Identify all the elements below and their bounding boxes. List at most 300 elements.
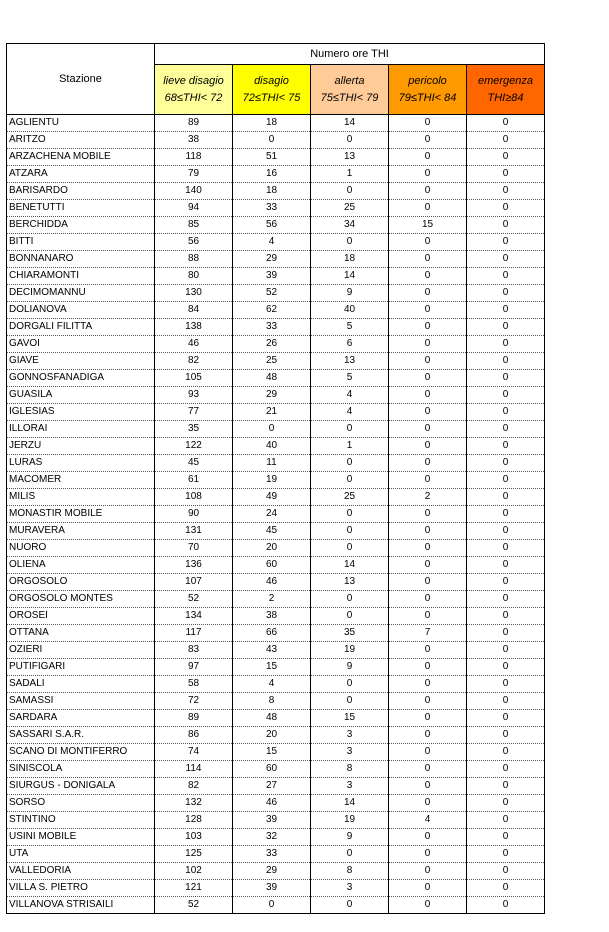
hours-cell: 0	[389, 285, 467, 302]
hours-cell: 58	[155, 676, 233, 693]
hours-cell: 86	[155, 727, 233, 744]
table-row	[7, 115, 545, 132]
hours-cell: 0	[389, 166, 467, 183]
table-row	[7, 506, 545, 523]
hours-cell: 97	[155, 659, 233, 676]
station-name-cell: VILLANOVA STRISAILI	[7, 897, 155, 914]
thi-hours-group-header: Numero ore THI	[155, 44, 545, 65]
hours-cell: 15	[311, 710, 389, 727]
table-row	[7, 336, 545, 353]
hours-cell: 0	[311, 897, 389, 914]
station-name-cell: STINTINO	[7, 812, 155, 829]
hours-cell: 39	[233, 812, 311, 829]
hours-cell: 38	[155, 132, 233, 149]
hours-cell: 0	[311, 183, 389, 200]
table-row	[7, 744, 545, 761]
hours-cell: 0	[389, 404, 467, 421]
hours-cell: 45	[233, 523, 311, 540]
hours-cell: 0	[389, 319, 467, 336]
hours-cell: 0	[389, 132, 467, 149]
hours-cell: 51	[233, 149, 311, 166]
table-row	[7, 693, 545, 710]
category-name: disagio	[254, 74, 289, 87]
table-row	[7, 217, 545, 234]
table-row	[7, 880, 545, 897]
hours-cell: 4	[311, 387, 389, 404]
hours-cell: 4	[233, 234, 311, 251]
hours-cell: 21	[233, 404, 311, 421]
category-range: 72≤THI< 75	[242, 91, 301, 104]
station-name-cell: ORGOSOLO	[7, 574, 155, 591]
table-row	[7, 676, 545, 693]
table-row	[7, 455, 545, 472]
hours-cell: 2	[389, 489, 467, 506]
table-row	[7, 727, 545, 744]
table-body	[7, 115, 545, 914]
hours-cell: 0	[467, 540, 545, 557]
hours-cell: 27	[233, 778, 311, 795]
category-header-pericolo	[389, 65, 467, 115]
table-row	[7, 353, 545, 370]
category-name: emergenza	[478, 74, 534, 87]
hours-cell: 2	[233, 591, 311, 608]
category-range: 79≤THI< 84	[398, 91, 457, 104]
hours-cell: 0	[467, 234, 545, 251]
hours-cell: 3	[311, 744, 389, 761]
hours-cell: 107	[155, 574, 233, 591]
hours-cell: 0	[389, 693, 467, 710]
hours-cell: 4	[233, 676, 311, 693]
hours-cell: 70	[155, 540, 233, 557]
hours-cell: 128	[155, 812, 233, 829]
hours-cell: 0	[389, 370, 467, 387]
hours-cell: 0	[467, 200, 545, 217]
hours-cell: 0	[311, 540, 389, 557]
hours-cell: 130	[155, 285, 233, 302]
category-range: 75≤THI< 79	[320, 91, 379, 104]
station-name-cell: DOLIANOVA	[7, 302, 155, 319]
hours-cell: 19	[311, 812, 389, 829]
hours-cell: 0	[389, 438, 467, 455]
hours-cell: 0	[467, 506, 545, 523]
station-name-cell: SORSO	[7, 795, 155, 812]
hours-cell: 0	[233, 421, 311, 438]
station-name-cell: DORGALI FILITTA	[7, 319, 155, 336]
hours-cell: 0	[467, 149, 545, 166]
hours-cell: 0	[467, 642, 545, 659]
station-name-cell: ATZARA	[7, 166, 155, 183]
hours-cell: 0	[389, 744, 467, 761]
station-name-cell: AGLIENTU	[7, 115, 155, 132]
hours-cell: 15	[233, 744, 311, 761]
station-name-cell: ARZACHENA MOBILE	[7, 149, 155, 166]
station-name-cell: SADALI	[7, 676, 155, 693]
hours-cell: 0	[389, 880, 467, 897]
hours-cell: 4	[311, 404, 389, 421]
hours-cell: 0	[467, 115, 545, 132]
hours-cell: 5	[311, 319, 389, 336]
hours-cell: 0	[389, 897, 467, 914]
hours-cell: 0	[467, 574, 545, 591]
hours-cell: 0	[467, 217, 545, 234]
hours-cell: 0	[389, 200, 467, 217]
hours-cell: 0	[467, 846, 545, 863]
hours-cell: 16	[233, 166, 311, 183]
station-name-cell: VILLA S. PIETRO	[7, 880, 155, 897]
hours-cell: 0	[467, 268, 545, 285]
table-row	[7, 659, 545, 676]
hours-cell: 0	[389, 149, 467, 166]
hours-cell: 0	[467, 608, 545, 625]
hours-cell: 9	[311, 659, 389, 676]
table-row	[7, 846, 545, 863]
hours-cell: 117	[155, 625, 233, 642]
category-header-allerta	[311, 65, 389, 115]
hours-cell: 140	[155, 183, 233, 200]
hours-cell: 0	[389, 455, 467, 472]
hours-cell: 13	[311, 574, 389, 591]
hours-cell: 0	[467, 472, 545, 489]
hours-cell: 82	[155, 353, 233, 370]
table-row	[7, 540, 545, 557]
hours-cell: 1	[311, 166, 389, 183]
hours-cell: 46	[233, 574, 311, 591]
hours-cell: 13	[311, 353, 389, 370]
hours-cell: 29	[233, 863, 311, 880]
hours-cell: 46	[233, 795, 311, 812]
hours-cell: 72	[155, 693, 233, 710]
table-row	[7, 795, 545, 812]
hours-cell: 0	[389, 523, 467, 540]
station-name-cell: OROSEI	[7, 608, 155, 625]
hours-cell: 0	[467, 693, 545, 710]
hours-cell: 0	[389, 591, 467, 608]
station-name-cell: BITTI	[7, 234, 155, 251]
hours-cell: 0	[311, 472, 389, 489]
table-row	[7, 404, 545, 421]
table-row	[7, 251, 545, 268]
table-row	[7, 557, 545, 574]
station-name-cell: GUASILA	[7, 387, 155, 404]
hours-cell: 105	[155, 370, 233, 387]
hours-cell: 8	[311, 863, 389, 880]
category-header-disagio	[233, 65, 311, 115]
hours-cell: 0	[467, 455, 545, 472]
category-header-lieve-disagio	[155, 65, 233, 115]
station-name-cell: OLIENA	[7, 557, 155, 574]
hours-cell: 1	[311, 438, 389, 455]
station-name-cell: GAVOI	[7, 336, 155, 353]
hours-cell: 29	[233, 387, 311, 404]
hours-cell: 0	[467, 438, 545, 455]
hours-cell: 0	[389, 540, 467, 557]
hours-cell: 74	[155, 744, 233, 761]
hours-cell: 4	[389, 812, 467, 829]
hours-cell: 43	[233, 642, 311, 659]
hours-cell: 52	[233, 285, 311, 302]
hours-cell: 0	[467, 863, 545, 880]
station-name-cell: OTTANA	[7, 625, 155, 642]
hours-cell: 0	[389, 846, 467, 863]
hours-cell: 20	[233, 540, 311, 557]
table-row	[7, 472, 545, 489]
hours-cell: 0	[467, 744, 545, 761]
hours-cell: 0	[467, 761, 545, 778]
table-row	[7, 608, 545, 625]
table-row	[7, 370, 545, 387]
station-name-cell: SASSARI S.A.R.	[7, 727, 155, 744]
hours-cell: 136	[155, 557, 233, 574]
hours-cell: 52	[155, 591, 233, 608]
hours-cell: 13	[311, 149, 389, 166]
hours-cell: 0	[467, 557, 545, 574]
hours-cell: 0	[467, 353, 545, 370]
station-name-cell: USINI MOBILE	[7, 829, 155, 846]
thi-hours-table	[6, 43, 545, 914]
hours-cell: 39	[233, 880, 311, 897]
hours-cell: 0	[389, 115, 467, 132]
hours-cell: 15	[233, 659, 311, 676]
hours-cell: 15	[389, 217, 467, 234]
hours-cell: 14	[311, 115, 389, 132]
hours-cell: 134	[155, 608, 233, 625]
table-row	[7, 387, 545, 404]
hours-cell: 56	[155, 234, 233, 251]
hours-cell: 0	[389, 676, 467, 693]
table-row	[7, 319, 545, 336]
hours-cell: 0	[467, 897, 545, 914]
hours-cell: 35	[311, 625, 389, 642]
hours-cell: 0	[311, 846, 389, 863]
table-row	[7, 812, 545, 829]
hours-cell: 0	[311, 676, 389, 693]
hours-cell: 33	[233, 846, 311, 863]
hours-cell: 25	[311, 200, 389, 217]
station-name-cell: JERZU	[7, 438, 155, 455]
hours-cell: 5	[311, 370, 389, 387]
hours-cell: 0	[311, 608, 389, 625]
hours-cell: 29	[233, 251, 311, 268]
hours-cell: 0	[389, 557, 467, 574]
station-name-cell: GONNOSFANADIGA	[7, 370, 155, 387]
hours-cell: 0	[389, 642, 467, 659]
hours-cell: 56	[233, 217, 311, 234]
hours-cell: 52	[155, 897, 233, 914]
hours-cell: 84	[155, 302, 233, 319]
hours-cell: 45	[155, 455, 233, 472]
hours-cell: 0	[467, 183, 545, 200]
hours-cell: 33	[233, 200, 311, 217]
station-name-cell: NUORO	[7, 540, 155, 557]
table-row	[7, 863, 545, 880]
category-name: allerta	[334, 74, 365, 87]
hours-cell: 0	[389, 234, 467, 251]
hours-cell: 14	[311, 557, 389, 574]
hours-cell: 40	[311, 302, 389, 319]
station-name-cell: SARDARA	[7, 710, 155, 727]
hours-cell: 90	[155, 506, 233, 523]
table-header	[7, 44, 545, 115]
hours-cell: 103	[155, 829, 233, 846]
hours-cell: 0	[389, 506, 467, 523]
hours-cell: 89	[155, 115, 233, 132]
hours-cell: 0	[467, 795, 545, 812]
hours-cell: 0	[389, 302, 467, 319]
hours-cell: 83	[155, 642, 233, 659]
hours-cell: 61	[155, 472, 233, 489]
hours-cell: 46	[155, 336, 233, 353]
hours-cell: 0	[467, 387, 545, 404]
hours-cell: 33	[233, 319, 311, 336]
station-name-cell: CHIARAMONTI	[7, 268, 155, 285]
hours-cell: 85	[155, 217, 233, 234]
hours-cell: 0	[389, 659, 467, 676]
station-name-cell: SAMASSI	[7, 693, 155, 710]
hours-cell: 3	[311, 727, 389, 744]
hours-cell: 0	[467, 302, 545, 319]
hours-cell: 62	[233, 302, 311, 319]
table-row	[7, 421, 545, 438]
table-row	[7, 625, 545, 642]
hours-cell: 0	[389, 829, 467, 846]
hours-cell: 24	[233, 506, 311, 523]
hours-cell: 89	[155, 710, 233, 727]
table-row	[7, 234, 545, 251]
hours-cell: 94	[155, 200, 233, 217]
hours-cell: 0	[311, 523, 389, 540]
table-row	[7, 132, 545, 149]
station-name-cell: MONASTIR MOBILE	[7, 506, 155, 523]
hours-cell: 60	[233, 761, 311, 778]
table-row	[7, 829, 545, 846]
hours-cell: 14	[311, 268, 389, 285]
hours-cell: 102	[155, 863, 233, 880]
hours-cell: 138	[155, 319, 233, 336]
station-name-cell: MILIS	[7, 489, 155, 506]
station-name-cell: ORGOSOLO MONTES	[7, 591, 155, 608]
station-name-cell: MURAVERA	[7, 523, 155, 540]
hours-cell: 0	[389, 710, 467, 727]
hours-cell: 0	[467, 812, 545, 829]
table-row	[7, 778, 545, 795]
hours-cell: 49	[233, 489, 311, 506]
table-row	[7, 897, 545, 914]
hours-cell: 18	[311, 251, 389, 268]
station-name-cell: ILLORAI	[7, 421, 155, 438]
table-row	[7, 438, 545, 455]
hours-cell: 0	[389, 761, 467, 778]
hours-cell: 0	[233, 897, 311, 914]
station-column-header: Stazione	[7, 44, 155, 115]
hours-cell: 3	[311, 778, 389, 795]
table-row	[7, 149, 545, 166]
hours-cell: 0	[389, 353, 467, 370]
hours-cell: 34	[311, 217, 389, 234]
hours-cell: 35	[155, 421, 233, 438]
hours-cell: 0	[467, 319, 545, 336]
hours-cell: 0	[389, 727, 467, 744]
table-row	[7, 761, 545, 778]
hours-cell: 0	[467, 251, 545, 268]
station-name-cell: VALLEDORIA	[7, 863, 155, 880]
hours-cell: 0	[389, 863, 467, 880]
hours-cell: 0	[389, 574, 467, 591]
hours-cell: 0	[389, 472, 467, 489]
hours-cell: 18	[233, 115, 311, 132]
hours-cell: 0	[389, 251, 467, 268]
station-name-cell: GIAVE	[7, 353, 155, 370]
hours-cell: 0	[311, 455, 389, 472]
station-name-cell: IGLESIAS	[7, 404, 155, 421]
hours-cell: 39	[233, 268, 311, 285]
station-name-cell: SCANO DI MONTIFERRO	[7, 744, 155, 761]
hours-cell: 9	[311, 285, 389, 302]
hours-cell: 108	[155, 489, 233, 506]
hours-cell: 0	[467, 829, 545, 846]
hours-cell: 0	[467, 710, 545, 727]
table-row	[7, 302, 545, 319]
table-row	[7, 710, 545, 727]
hours-cell: 14	[311, 795, 389, 812]
hours-cell: 25	[311, 489, 389, 506]
hours-cell: 40	[233, 438, 311, 455]
hours-cell: 60	[233, 557, 311, 574]
station-name-cell: SINISCOLA	[7, 761, 155, 778]
table-row	[7, 166, 545, 183]
hours-cell: 0	[467, 523, 545, 540]
hours-cell: 114	[155, 761, 233, 778]
hours-cell: 48	[233, 370, 311, 387]
hours-cell: 0	[467, 880, 545, 897]
hours-cell: 0	[233, 132, 311, 149]
hours-cell: 77	[155, 404, 233, 421]
station-name-cell: PUTIFIGARI	[7, 659, 155, 676]
hours-cell: 0	[389, 183, 467, 200]
category-name: lieve disagio	[163, 74, 224, 87]
hours-cell: 0	[311, 506, 389, 523]
hours-cell: 93	[155, 387, 233, 404]
hours-cell: 0	[311, 693, 389, 710]
hours-cell: 11	[233, 455, 311, 472]
station-name-cell: ARITZO	[7, 132, 155, 149]
hours-cell: 19	[233, 472, 311, 489]
hours-cell: 125	[155, 846, 233, 863]
station-name-cell: OZIERI	[7, 642, 155, 659]
hours-cell: 79	[155, 166, 233, 183]
table-row	[7, 268, 545, 285]
hours-cell: 0	[389, 387, 467, 404]
hours-cell: 0	[467, 625, 545, 642]
category-name: pericolo	[408, 74, 447, 87]
hours-cell: 0	[389, 268, 467, 285]
hours-cell: 18	[233, 183, 311, 200]
station-name-cell: MACOMER	[7, 472, 155, 489]
hours-cell: 20	[233, 727, 311, 744]
hours-cell: 38	[233, 608, 311, 625]
hours-cell: 0	[311, 132, 389, 149]
hours-cell: 19	[311, 642, 389, 659]
hours-cell: 0	[389, 421, 467, 438]
table-row	[7, 591, 545, 608]
hours-cell: 0	[467, 336, 545, 353]
hours-cell: 0	[467, 778, 545, 795]
hours-cell: 66	[233, 625, 311, 642]
station-name-cell: DECIMOMANNU	[7, 285, 155, 302]
station-name-cell: BONNANARO	[7, 251, 155, 268]
hours-cell: 0	[467, 489, 545, 506]
hours-cell: 88	[155, 251, 233, 268]
hours-cell: 82	[155, 778, 233, 795]
